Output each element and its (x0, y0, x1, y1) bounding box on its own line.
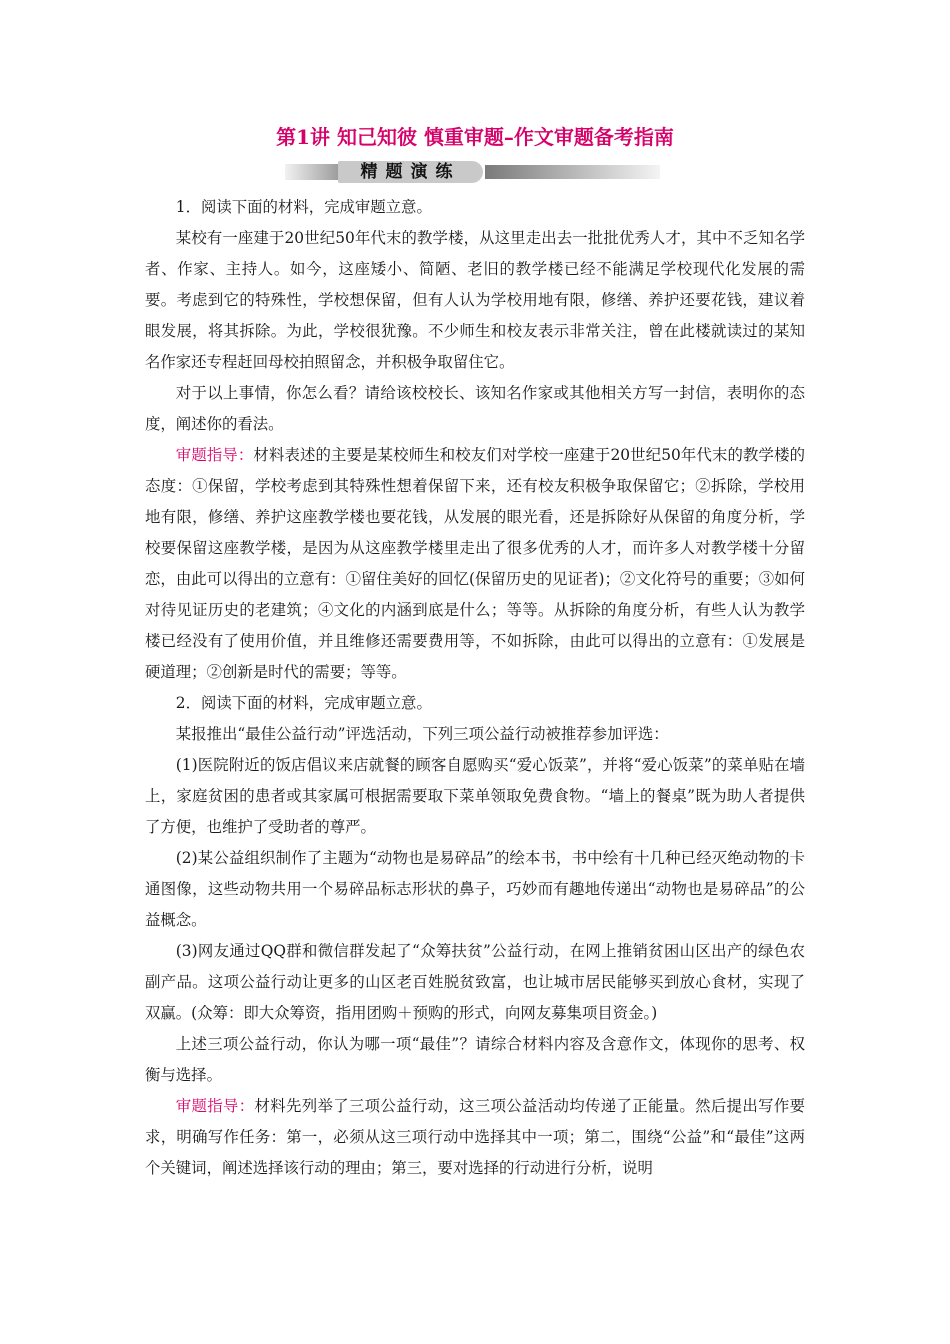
banner-bar-left (285, 164, 340, 180)
question-2-heading: 2．阅读下面的材料，完成审题立意。 (175, 694, 432, 712)
question-1-material: 某校有一座建于20世纪50年代末的教学楼，从这里走出去一批批优秀人才，其中不乏知名学者、作家、主持人。如今，这座矮小、简陋、老旧的教学楼已经不能满足学校现代化发展的需要。考虑到它的特殊性，学校想保留，但有人认为学校用地有限，修缮、养护还要花钱，建议着眼发展，将其拆除。为此，学校很犹豫。不少师生和校友表示非常关注，曾在此楼就读过的某知名作家还专程赶回母校拍照留念，并积极争取留住它。 (145, 229, 805, 371)
banner-bar-right (485, 165, 660, 179)
banner-label: 精题演练 (360, 162, 461, 182)
guide-text: 材料表述的主要是某校师生和校友们对学校一座建于20世纪50年代末的教学楼的态度：①保留，学校考虑到其特殊性想着保留下来，还有校友积极争取保留它；②拆除，学校用地有限，修缮、养护这座教学楼也要花钱，从发展的眼光看，还是拆除好从保留的角度分析，学校要保留这座教学楼，是因为从这座教学楼里走出了很多优秀的人才，而许多人对教学楼十分留恋，由此可以得出的立意有：①留住美好的回忆(保留历史的见证者)；②文化符号的重要；③如何对待见证历史的老建筑；④文化的内涵到底是什么；等等。从拆除的角度分析，有些人认为教学楼已经没有了使用价值，并且维修还需要费用等，不如拆除，由此可以得出的立意有：①发展是硬道理；②创新是时代的需要；等等。 (145, 446, 805, 681)
question-2-guide (145, 1091, 805, 1184)
question-2-item-1: (1)医院附近的饭店倡议来店就餐的顾客自愿购买“爱心饭菜”，并将“爱心饭菜”的菜单贴在墙上，家庭贫困的患者或其家属可根据需要取下菜单领取免费食物。“墙上的餐桌”既为助人者提供了方便，也维护了受助者的尊严。 (145, 756, 805, 836)
question-2-item-2: (2)某公益组织制作了主题为“动物也是易碎品”的绘本书，书中绘有十几种已经灭绝动物的卡通图像，这些动物共用一个易碎品标志形状的鼻子，巧妙而有趣地传递出“动物也是易碎品”的公益概念。 (145, 849, 805, 929)
section-banner (145, 160, 805, 186)
page-title: 第1讲 知己知彼 慎重审题–作文审题备考指南 (276, 125, 674, 149)
guide-label: 审题指导： (175, 446, 254, 464)
guide-label: 审题指导： (175, 1097, 255, 1115)
guide-text: 材料先列举了三项公益行动，这三项公益活动均传递了正能量。然后提出写作要求，明确写作任务：第一，必须从这三项行动中选择其中一项；第二，围绕“公益”和“最佳”这两个关键词，阐述选择该行动的理由；第三，要对选择的行动进行分析，说明 (145, 1097, 805, 1177)
question-1-task: 对于以上事情，你怎么看？请给该校校长、该知名作家或其他相关方写一封信，表明你的态度，阐述你的看法。 (145, 384, 805, 433)
question-1-guide (145, 440, 805, 688)
question-2-prompt: 上述三项公益行动，你认为哪一项“最佳”？请综合材料内容及含意作文，体现你的思考、权衡与选择。 (145, 1035, 805, 1084)
question-2-item-3: (3)网友通过QQ群和微信群发起了“众筹扶贫”公益行动，在网上推销贫困山区出产的绿色农副产品。这项公益行动让更多的山区老百姓脱贫致富，也让城市居民能够买到放心食材，实现了双赢。(众筹：即大众筹资，指用团购＋预购的形式，向网友募集项目资金。) (145, 942, 805, 1022)
question-1-heading: 1．阅读下面的材料，完成审题立意。 (175, 198, 432, 216)
document-page (145, 120, 805, 1184)
question-2-intro: 某报推出“最佳公益行动”评选活动，下列三项公益行动被推荐参加评选： (175, 725, 669, 743)
